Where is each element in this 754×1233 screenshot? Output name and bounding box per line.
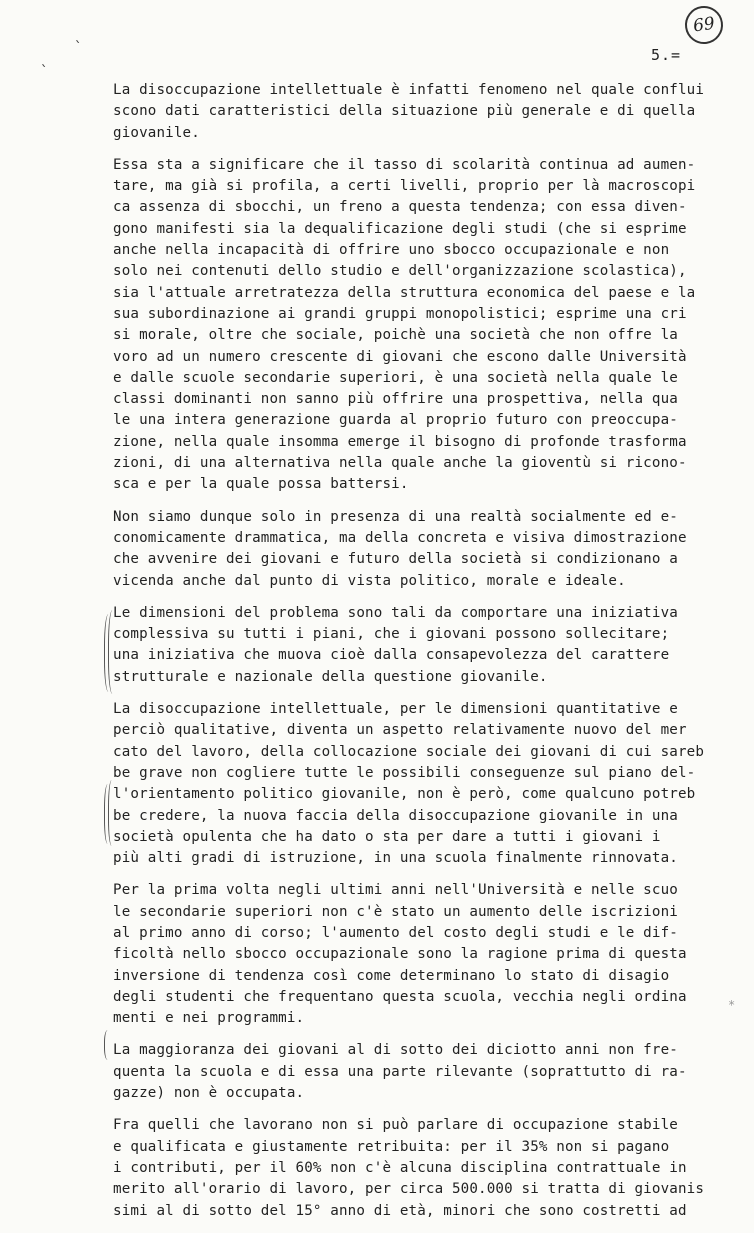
paragraph: La maggioranza dei giovani al di sotto dei diciotto anni non fre- quenta la scuola e di essa una parte rilevante (soprattutto di ra- gazze) non è occupata. — [113, 1042, 687, 1102]
paragraph: Le dimensioni del problema sono tali da comportare una iniziativa complessiva su tutti i piani, che i giovani possono sollecitare; una iniziativa che muova cioè dalla consapevolezza del carattere strutturale e nazionale della questione giovanile. — [113, 604, 678, 685]
paragraph: La disoccupazione intellettuale, per le dimensioni quantitative e perciò qualitative, diventa un aspetto relativamente nuovo del mer cato del lavoro, della collocazione sociale dei giovani di cui sareb be grave non cogliere tutte le possibili conseguenze sul piano del- l'orientamento politico giovanile, non è però, come qualcuno potreb be credere, la nuova faccia della disoccupazione giovanile in una società opulenta che ha dato o sta per dare a tutti i giovani i più alti gradi di istruzione, in una scuola finalmente rinnovata. — [113, 701, 705, 867]
paragraph: La disoccupazione intellettuale è infatti fenomeno nel quale conflui scono dati caratteristici della situazione più generale e di quella giovanile. — [113, 82, 705, 141]
page-number: 5.= — [651, 46, 682, 64]
paragraph: Non siamo dunque solo in presenza di una realtà socialmente ed e- conomicamente drammatica, ma della concreta e visiva dimostrazione che avvenire dei giovani e futuro della società si condizionano a vicenda anche dal punto di vista politico, morale e ideale. — [113, 508, 687, 589]
paragraph: Per la prima volta negli ultimi anni nell'Università e nelle scuo le secondarie superiori non c'è stato un aumento delle iscrizioni al primo anno di corso; l'aumento del costo degli studi e le dif- ficoltà nello sbocco occupazionale sono la ragione prima di questa inversione di tendenza così come determinano lo stato di disagio degli studenti che frequentano questa scuola, vecchia negli ordina menti e nei programmi. — [113, 882, 687, 1027]
margin-tick-mark: ` — [40, 64, 49, 80]
margin-annotation-bar — [104, 1030, 113, 1060]
margin-tick-mark: ` — [74, 40, 83, 56]
paragraph: Fra quelli che lavorano non si può parlare di occupazione stabile e qualificata e giustamente retribuita: per il 35% non si pagano i contributi, per il 60% non c'è alcuna disciplina contrattuale in merito all'orario di lavoro, per circa 500.000 si tratta di giovanis simi al di sotto del 15° anno di età, minori che sono costretti ad — [113, 1117, 705, 1219]
page-stamp: 69 — [683, 4, 726, 47]
paragraph: Essa sta a significare che il tasso di scolarità continua ad aumen- tare, ma già si profila, a certi livelli, proprio per là macroscopi ca assenza di sbocchi, un freno a questa tendenza; con essa diven- gono manifesti sia la dequalificazione degli studi (che si esprime anche nella incapacità di offrire uno sbocco occupazionale e non solo nei contenuti dello studio e dell'organizzazione scolastica), sia l'attuale arretratezza della struttura economica del paese e la sua subordinazione ai grandi gruppi monopolistici; esprime una cri si morale, oltre che sociale, poichè una società che non offre la voro ad un numero crescente di giovani che escono dalle Università e dalle scuole secondarie superiori, è una società nella quale le classi dominanti non sanno più offrire una prospettiva, nella qua le una intera generazione guarda al proprio futuro con preoccupa- zione, nella quale insomma emerge il bisogno di profonde trasforma zioni, di una alternativa nella quale anche la gioventù si ricono- sca e per la quale possa battersi. — [113, 156, 696, 493]
document-body — [113, 80, 736, 1233]
handwritten-mark: * — [728, 998, 736, 1012]
